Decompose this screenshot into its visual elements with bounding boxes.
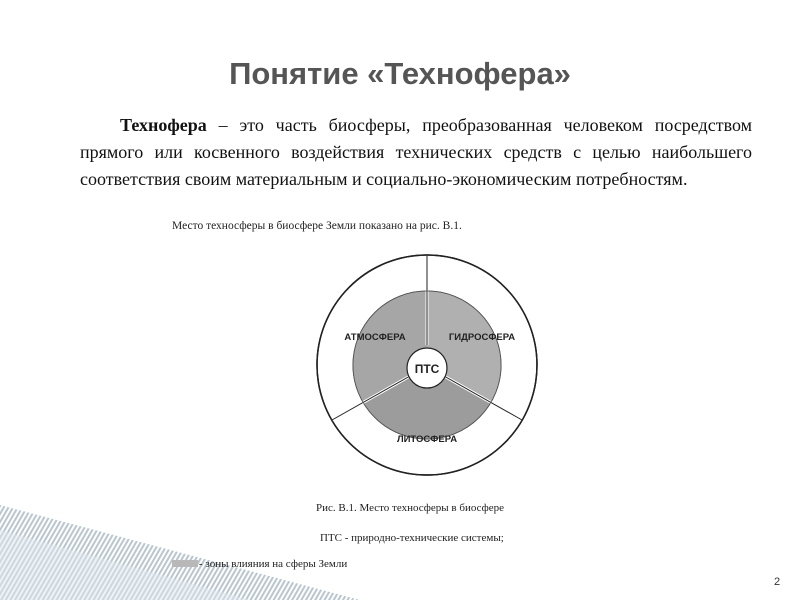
technosphere-diagram xyxy=(300,250,560,500)
page-number: 2 xyxy=(774,576,781,588)
legend-caption: - зоны влияния на сферы Земли xyxy=(199,558,348,570)
hydrosphere-label: ГИДРОСФЕРА xyxy=(448,332,516,343)
pts-caption: ПТС - природно-технические системы; xyxy=(320,532,504,544)
figure-caption: Рис. В.1. Место техносферы в биосфере xyxy=(316,502,505,514)
atmosphere-label: АТМОСФЕРА xyxy=(344,332,406,343)
slide-title: Понятие «Технофера» xyxy=(229,56,571,91)
definition-term: Технофера xyxy=(120,115,207,135)
pts-label: ПТС xyxy=(414,362,440,376)
definition-paragraph xyxy=(80,112,752,193)
legend-swatch xyxy=(172,560,198,567)
figure-intro-text: Место техносферы в биосфере Земли показано на рис. В.1. xyxy=(172,220,462,232)
lithosphere-label: ЛИТОСФЕРА xyxy=(396,434,458,445)
definition-text: – это часть биосферы, преобразованная человеком посредством прямого или косвенного воздействия технических средств с целью наибольшего соответствия своим материальным и социально-экономическим потребностям. xyxy=(80,115,752,189)
